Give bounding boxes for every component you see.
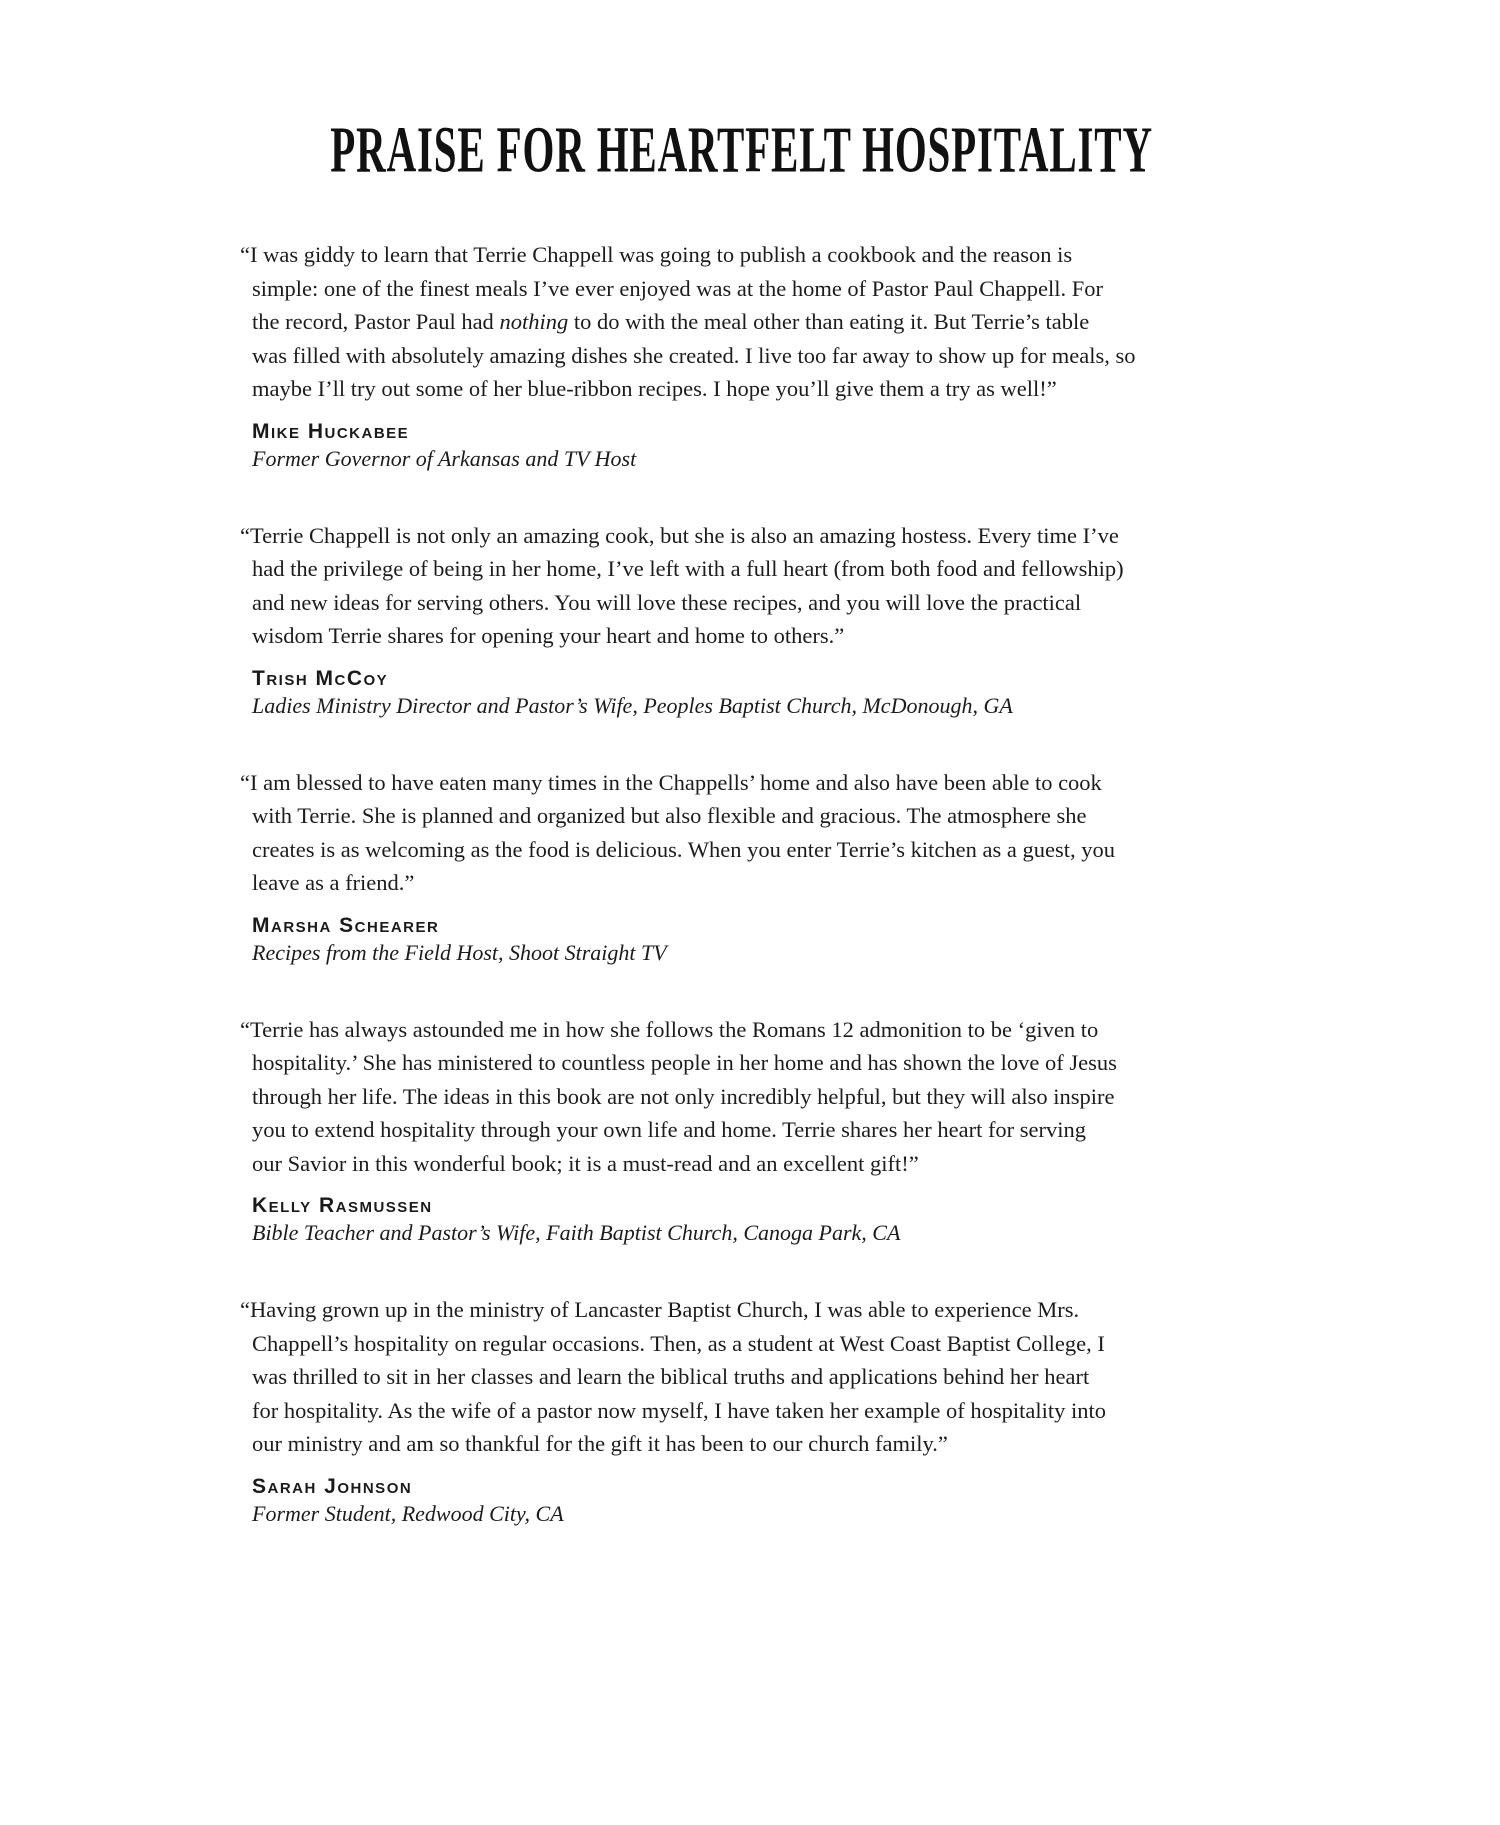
quote-line: with Terrie. She is planned and organized but also flexible and gracious. The atmosphere she <box>252 803 1087 828</box>
attribution <box>240 666 1060 719</box>
quote-block <box>240 766 1115 966</box>
quote-lines <box>240 1013 1117 1181</box>
quote-lines <box>240 238 1136 406</box>
attribution-role: Former Governor of Arkansas and TV Host <box>252 445 637 471</box>
quote-line: “Terrie has always astounded me in how she follows the Romans 12 admonition to be ‘given to <box>240 1016 1099 1042</box>
page-title-wrap <box>240 110 1153 194</box>
quote-line: for hospitality. As the wife of a pastor now myself, I have taken her example of hospitality into <box>252 1397 1106 1423</box>
quote-line: wisdom Terrie shares for opening your heart and home to others.” <box>252 623 845 648</box>
quote-line: hospitality.’ She has ministered to countless people in her home and has shown the love of Jesus <box>252 1050 1117 1075</box>
quote-line: Chappell’s hospitality on regular occasions. Then, as a student at West Coast Baptist College, I <box>252 1330 1105 1356</box>
attribution-name: Mike Huckabee <box>252 419 410 443</box>
quote-line: “Terrie Chappell is not only an amazing cook, but she is also an amazing hostess. Every time I’ve <box>240 522 1119 548</box>
quote-line: our Savior in this wonderful book; it is a must-read and an excellent gift!” <box>252 1150 919 1176</box>
quote-line: “I am blessed to have eaten many times in the Chappells’ home and also have been able to cook <box>240 769 1102 795</box>
quote-line: maybe I’ll try out some of her blue-ribbon recipes. I hope you’ll give them a try as well!” <box>252 376 1057 401</box>
quote-line: and new ideas for serving others. You will love these recipes, and you will love the practical <box>252 589 1082 615</box>
quote-line: was thrilled to sit in her classes and learn the biblical truths and applications behind her heart <box>252 1364 1090 1389</box>
quote-lines <box>240 1293 1106 1461</box>
attribution-name: Marsha Schearer <box>252 913 440 937</box>
quote-line: “I was giddy to learn that Terrie Chappell was going to publish a cookbook and the reason is <box>240 242 1073 267</box>
attribution-role: Bible Teacher and Pastor’s Wife, Faith Baptist Church, Canoga Park, CA <box>252 1220 901 1245</box>
quote-block <box>240 1013 1117 1247</box>
quote-line: “Having grown up in the ministry of Lancaster Baptist Church, I was able to experience Mrs. <box>240 1297 1080 1322</box>
quote-block <box>240 1293 1106 1527</box>
quote-line: creates is as welcoming as the food is delicious. When you enter Terrie’s kitchen as a guest, you <box>252 836 1115 862</box>
quote-line: had the privilege of being in her home, I’ve left with a full heart (from both food and fellowship) <box>252 556 1124 581</box>
quote-lines <box>240 766 1115 900</box>
quote-line: you to extend hospitality through your own life and home. Terrie shares her heart for serving <box>252 1117 1087 1142</box>
quote-lines <box>240 519 1124 653</box>
page-title: PRAISE FOR HEARTFELT HOSPITALITY <box>330 112 1153 186</box>
attribution <box>240 419 1060 472</box>
attribution-name: Kelly Rasmussen <box>252 1194 433 1217</box>
quote-line: our ministry and am so thankful for the gift it has been to our church family.” <box>252 1431 948 1456</box>
quote-block <box>240 238 1136 472</box>
attribution-role: Former Student, Redwood City, CA <box>252 1500 564 1526</box>
attribution-role: Ladies Ministry Director and Pastor’s Wife, Peoples Baptist Church, McDonough, GA <box>252 692 1013 718</box>
attribution-name: Sarah Johnson <box>252 1474 413 1498</box>
quote-line: leave as a friend.” <box>252 870 415 895</box>
quote-block <box>240 519 1124 719</box>
attribution <box>240 1193 1060 1246</box>
quote-line: through her life. The ideas in this book are not only incredibly helpful, but they will also inspire <box>252 1083 1115 1109</box>
attribution-name: Trish McCoy <box>252 666 389 690</box>
quote-line: simple: one of the finest meals I’ve ever enjoyed was at the home of Pastor Paul Chappell. For <box>252 275 1104 301</box>
quotes-list <box>240 238 1136 1527</box>
quote-line: was filled with absolutely amazing dishes she created. I live too far away to show up for meals, so <box>252 342 1136 368</box>
attribution <box>240 1474 1060 1527</box>
quote-line: the record, Pastor Paul had nothing to do with the meal other than eating it. But Terrie’s table <box>252 309 1090 334</box>
attribution <box>240 913 1060 966</box>
attribution-role: Recipes from the Field Host, Shoot Straight TV <box>252 939 667 965</box>
